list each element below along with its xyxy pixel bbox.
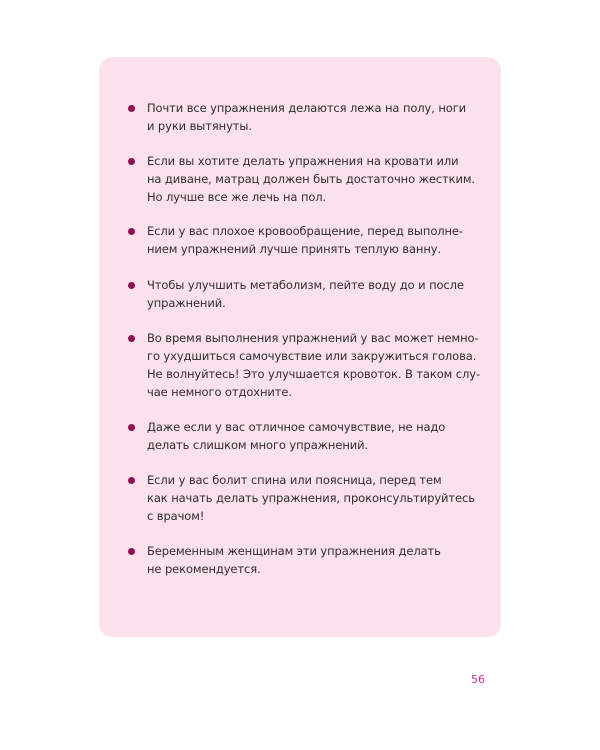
tip-text xyxy=(147,418,482,454)
bullet-icon xyxy=(128,158,135,165)
tip-line: Если вы хотите делать упражнения на кровати или xyxy=(147,154,459,168)
tip-line: как начать делать упражнения, проконсультируйтесь xyxy=(147,491,475,505)
tip-line: Если у вас плохое кровообращение, перед выполне- xyxy=(147,224,463,238)
tip-line: упражнений. xyxy=(147,296,226,310)
bullet-icon xyxy=(128,282,135,289)
tip-line: делать слишком много упражнений. xyxy=(147,438,369,452)
tip-text xyxy=(147,542,482,578)
tip-line: нием упражнений лучше принять теплую ванну. xyxy=(147,242,442,256)
tips-card xyxy=(99,57,501,637)
bullet-icon xyxy=(128,424,135,431)
bullet-icon xyxy=(128,548,135,555)
bullet-icon xyxy=(128,228,135,235)
bullet-icon xyxy=(128,105,135,112)
tip-line: Беременным женщинам эти упражнения делать xyxy=(147,544,441,558)
tip-line: Даже если у вас отличное самочувствие, не надо xyxy=(147,420,446,434)
tip-line: Но лучше все же лечь на пол. xyxy=(147,190,327,204)
tip-line: с врачом! xyxy=(147,509,205,523)
tip-text xyxy=(147,471,482,525)
bullet-icon xyxy=(128,335,135,342)
tip-text xyxy=(147,329,482,401)
tip-text xyxy=(147,222,482,258)
tip-line: Если у вас болит спина или поясница, перед тем xyxy=(147,473,442,487)
tip-line: на диване, матрац должен быть достаточно жестким. xyxy=(147,172,475,186)
tip-line: Во время выполнения упражнений у вас может немно- xyxy=(147,331,479,345)
tip-line: и руки вытянуты. xyxy=(147,119,252,133)
tip-line: Не волнуйтесь! Это улучшается кровоток. В таком слу- xyxy=(147,367,481,381)
tip-line: чае немного отдохните. xyxy=(147,385,292,399)
tip-text xyxy=(147,276,482,312)
tip-line: Почти все упражнения делаются лежа на полу, ноги xyxy=(147,101,467,115)
tip-line: го ухудшиться самочувствие или закружиться голова. xyxy=(147,349,477,363)
tip-line: Чтобы улучшить метаболизм, пейте воду до и после xyxy=(147,278,464,292)
page-number: 56 xyxy=(471,673,485,686)
tip-line: не рекомендуется. xyxy=(147,562,261,576)
bullet-icon xyxy=(128,477,135,484)
tip-text xyxy=(147,152,482,206)
tip-text xyxy=(147,99,482,135)
